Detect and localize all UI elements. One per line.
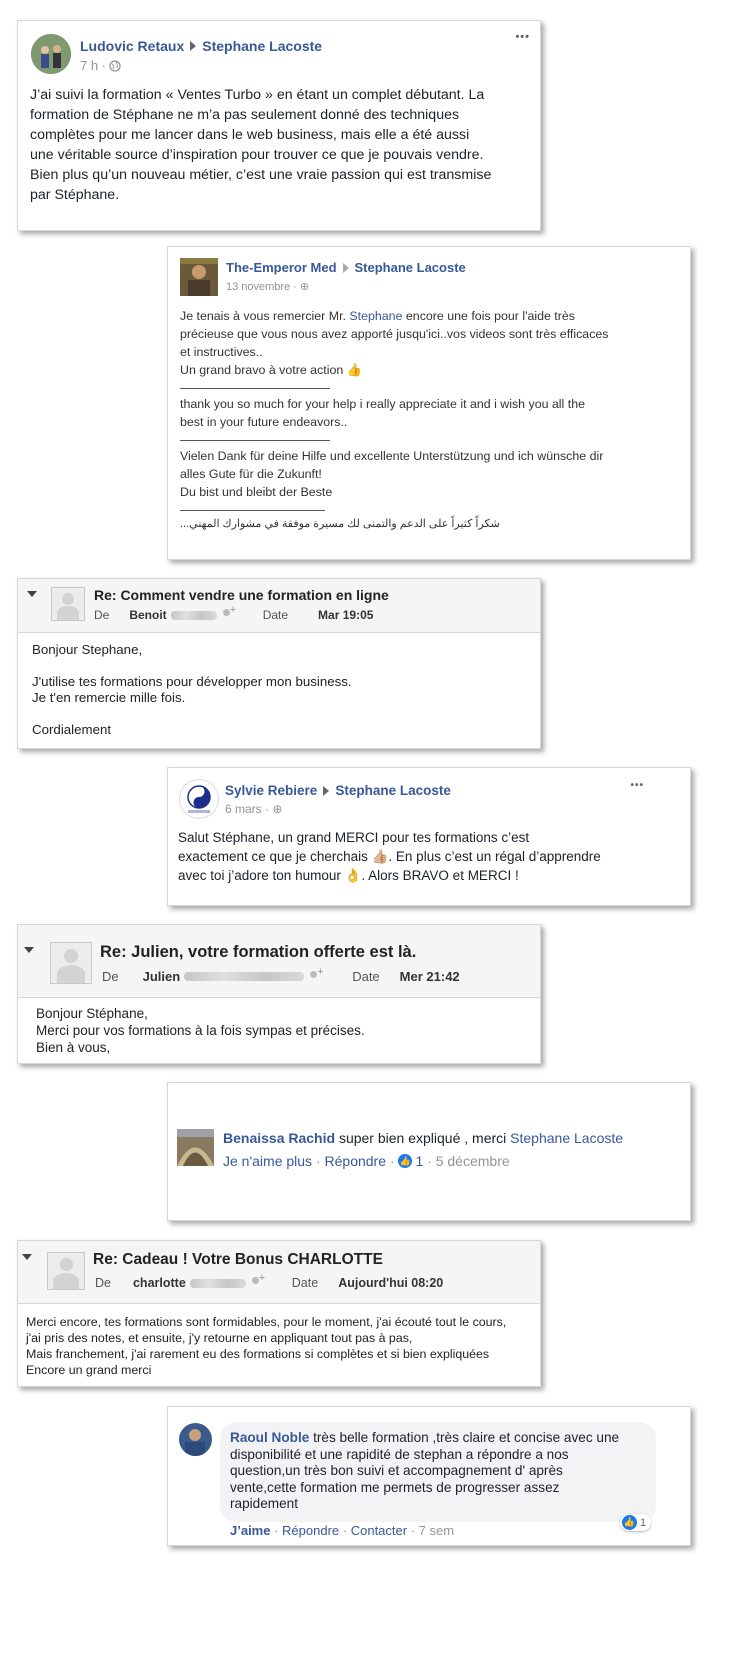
text-line: Bonjour Stephane, bbox=[32, 642, 143, 657]
text-line: Bonjour Stéphane, bbox=[36, 1006, 148, 1021]
author-name[interactable]: The-Emperor Med bbox=[226, 260, 337, 275]
avatar[interactable] bbox=[179, 1423, 212, 1456]
post-text bbox=[180, 307, 685, 533]
collapse-arrow-icon[interactable] bbox=[22, 1254, 32, 1260]
text-line: Cordialement bbox=[32, 722, 112, 737]
email-body bbox=[32, 642, 352, 738]
email-charlotte bbox=[17, 1240, 541, 1387]
email-subject: Re: Julien, votre formation offerte est là. bbox=[100, 943, 417, 961]
like-count: 1 bbox=[640, 1516, 647, 1529]
text-line: rapidement bbox=[230, 1496, 299, 1511]
text-line bbox=[32, 658, 352, 674]
email-header bbox=[18, 1241, 540, 1304]
author-name[interactable]: Raoul Noble bbox=[230, 1430, 310, 1445]
date-label: Date bbox=[291, 1276, 319, 1290]
email-date: Mer 21:42 bbox=[399, 969, 460, 984]
text-line: Mais franchement, j'ai rarement eu des formations si complètes et si bien expliquées bbox=[26, 1347, 490, 1361]
more-options-icon[interactable]: ••• bbox=[630, 780, 644, 791]
sender-name[interactable]: Julien bbox=[142, 969, 181, 984]
testimonial-post-ludovic bbox=[17, 20, 541, 231]
separator: · bbox=[407, 1523, 419, 1538]
globe-icon: ⊕ bbox=[300, 281, 310, 293]
text-line: par Stéphane. bbox=[30, 187, 120, 203]
text-line: vente,cette formation me permets de progresser assez bbox=[230, 1479, 560, 1495]
testimonial-comment-benaissa bbox=[167, 1082, 691, 1221]
comment-time[interactable]: 7 sem bbox=[418, 1523, 455, 1538]
text-line: Salut Stéphane, un grand MERCI pour tes formations c’est bbox=[178, 830, 530, 845]
redacted-email bbox=[184, 972, 304, 981]
contact-button[interactable]: Contacter bbox=[350, 1523, 408, 1538]
text-line: J'utilise tes formations pour développer mon business. bbox=[32, 674, 352, 689]
post-header bbox=[226, 260, 466, 275]
avatar[interactable] bbox=[31, 34, 71, 74]
text-line: exactement ce que je cherchais 👍🏼. En plus c’est un régal d’apprendre bbox=[178, 849, 601, 864]
post-text bbox=[178, 828, 601, 885]
globe-icon bbox=[109, 60, 121, 72]
target-name[interactable]: Stephane Lacoste bbox=[335, 783, 451, 798]
text-line: Merci encore, tes formations sont formidables, pour le moment, j'ai écouté tout le cours, bbox=[26, 1315, 507, 1329]
text-line: Je t'en remercie mille fois. bbox=[32, 690, 186, 705]
separator: · bbox=[270, 1523, 283, 1538]
unlike-button[interactable]: Je n'aime plus bbox=[223, 1153, 313, 1169]
post-meta bbox=[226, 280, 309, 293]
comment-text bbox=[230, 1430, 619, 1513]
add-contact-icon[interactable] bbox=[252, 1277, 266, 1289]
email-meta-row bbox=[95, 1276, 443, 1290]
email-date: Mar 19:05 bbox=[318, 608, 374, 622]
person-photo-icon bbox=[179, 1423, 212, 1456]
avatar[interactable] bbox=[177, 1129, 214, 1166]
collapse-arrow-icon[interactable] bbox=[24, 947, 34, 953]
email-subject: Re: Comment vendre une formation en ligne bbox=[94, 587, 389, 603]
email-meta-row bbox=[94, 608, 373, 622]
add-contact-icon[interactable] bbox=[310, 971, 324, 983]
text-line: Vielen Dank für deine Hilfe und excellente Unterstützung und ich wünsche dir bbox=[180, 449, 604, 463]
text-line-arabic: ...شكراً كثيراً على الدعم والتمنى لك مسيرة موفقة في مشوارك المهني bbox=[180, 518, 500, 530]
reply-button[interactable]: Répondre bbox=[324, 1153, 387, 1169]
from-label: De bbox=[94, 608, 110, 622]
testimonial-post-sylvie bbox=[167, 767, 691, 906]
like-count[interactable]: 1 bbox=[415, 1153, 424, 1169]
text-line bbox=[32, 706, 352, 722]
email-meta-row bbox=[102, 969, 460, 984]
arrow-right-icon bbox=[323, 786, 329, 796]
sender-avatar-placeholder bbox=[50, 942, 92, 984]
post-header bbox=[80, 38, 322, 54]
yin-yang-logo-icon bbox=[180, 780, 218, 818]
comment-body: super bien expliqué , merci bbox=[335, 1130, 511, 1146]
text-line: best in your future endeavors.. bbox=[180, 415, 348, 429]
person-photo-icon bbox=[180, 258, 218, 296]
more-options-icon[interactable]: ••• bbox=[515, 31, 530, 43]
arrow-right-icon bbox=[343, 263, 349, 273]
divider bbox=[180, 379, 330, 389]
text-line: complètes pour me lancer dans le web business, mais elle a été aussi bbox=[30, 127, 470, 143]
text-line: formation de Stéphane ne m’a pas seulement donné des techniques bbox=[30, 107, 460, 123]
divider bbox=[180, 431, 330, 441]
text-line: Un grand bravo à votre action 👍 bbox=[180, 363, 363, 377]
comment-text bbox=[223, 1130, 623, 1146]
post-time[interactable]: 13 novembre · bbox=[226, 281, 297, 293]
post-time[interactable]: 7 h · bbox=[80, 58, 107, 73]
text-line bbox=[180, 307, 685, 325]
separator: · bbox=[339, 1523, 351, 1538]
text-line: J’ai suivi la formation « Ventes Turbo » en étant un complet débutant. La bbox=[30, 87, 485, 103]
globe-icon: ⊕ bbox=[272, 802, 283, 816]
collapse-arrow-icon[interactable] bbox=[27, 591, 37, 597]
email-julien bbox=[17, 924, 541, 1064]
separator: · bbox=[423, 1153, 436, 1169]
text-segment: encore une fois pour l'aide très bbox=[402, 309, 575, 323]
sender-name[interactable]: Benoit bbox=[129, 608, 167, 622]
like-thumb-icon[interactable]: 👍 bbox=[399, 1156, 412, 1166]
separator: · bbox=[386, 1153, 399, 1169]
sender-avatar-placeholder bbox=[51, 587, 85, 621]
text-line: Bien à vous, bbox=[36, 1040, 111, 1055]
email-body bbox=[26, 1314, 506, 1378]
divider bbox=[180, 501, 325, 511]
target-name[interactable]: Stephane Lacoste bbox=[202, 38, 323, 54]
date-label: Date bbox=[352, 969, 380, 984]
post-meta bbox=[225, 802, 282, 816]
text-line: question,un très bon suivi et accompagnement d' après bbox=[230, 1463, 563, 1478]
sender-avatar-placeholder bbox=[47, 1252, 85, 1290]
sender-name[interactable]: charlotte bbox=[132, 1276, 186, 1290]
avatar[interactable] bbox=[180, 258, 218, 296]
text-line: avec toi j’adore ton humour 👌. Alors BRAVO et MERCI ! bbox=[178, 868, 519, 883]
redacted-email bbox=[190, 1279, 246, 1288]
people-photo-icon bbox=[31, 34, 71, 74]
comment-actions bbox=[223, 1153, 510, 1169]
text-line: Merci pour vos formations à la fois sympas et précises. bbox=[36, 1023, 365, 1038]
author-name[interactable]: Ludovic Retaux bbox=[80, 38, 185, 54]
email-date: Aujourd'hui 08:20 bbox=[338, 1276, 444, 1290]
like-thumb-icon: 👍 bbox=[622, 1515, 637, 1530]
comment-actions bbox=[230, 1523, 454, 1538]
reply-button[interactable]: Répondre bbox=[282, 1523, 340, 1538]
text-line: j'ai pris des notes, et ensuite, j'y retourne en appliquant tout pas à pas, bbox=[26, 1331, 413, 1345]
email-subject: Re: Cadeau ! Votre Bonus CHARLOTTE bbox=[93, 1251, 383, 1268]
text-line: Encore un grand merci bbox=[26, 1363, 152, 1377]
text-line bbox=[230, 1430, 619, 1447]
comment-date[interactable]: 5 décembre bbox=[435, 1153, 510, 1169]
mention-link[interactable]: Stephane Lacoste bbox=[510, 1130, 624, 1146]
post-time[interactable]: 6 mars · bbox=[225, 802, 270, 816]
author-name[interactable]: Sylvie Rebiere bbox=[225, 783, 318, 798]
reaction-count[interactable] bbox=[620, 1514, 651, 1531]
separator: · bbox=[312, 1153, 325, 1169]
mention-link[interactable]: Stephane bbox=[349, 309, 403, 323]
from-label: De bbox=[95, 1276, 111, 1290]
mosque-photo-icon bbox=[177, 1129, 214, 1166]
text-line: et instructives.. bbox=[180, 345, 263, 359]
text-line: alles Gute für die Zukunft! bbox=[180, 467, 322, 481]
text-line: Du bist und bleibt der Beste bbox=[180, 485, 333, 499]
email-benoit bbox=[17, 578, 541, 749]
email-header bbox=[18, 579, 540, 633]
text-segment: Je tenais à vous remercier Mr. bbox=[180, 309, 350, 323]
testimonial-comment-raoul bbox=[167, 1406, 691, 1546]
testimonial-post-emperor bbox=[167, 246, 691, 560]
email-body bbox=[36, 1005, 365, 1056]
text-line: une véritable source d’inspiration pour trouver ce que je pouvais vendre. bbox=[30, 147, 484, 163]
post-header bbox=[225, 783, 451, 798]
text-line: précieuse que vous nous avez apporté jusqu'ici..vos videos sont très efficaces bbox=[180, 327, 609, 341]
from-label: De bbox=[102, 969, 119, 984]
post-meta bbox=[80, 58, 121, 73]
author-name[interactable]: Benaissa Rachid bbox=[223, 1130, 336, 1146]
email-header bbox=[18, 925, 540, 998]
text-line: Bien plus qu’un nouveau métier, c’est une vraie passion qui est transmise bbox=[30, 167, 492, 183]
comment-body: très belle formation ,très claire et concise avec une bbox=[309, 1430, 620, 1445]
avatar[interactable] bbox=[179, 779, 219, 819]
post-text bbox=[30, 85, 536, 205]
redacted-email bbox=[171, 611, 217, 620]
text-line: disponibilité et une rapidité de stephan a répondre a nos bbox=[230, 1446, 569, 1462]
add-contact-icon[interactable] bbox=[223, 609, 237, 621]
target-name[interactable]: Stephane Lacoste bbox=[354, 260, 466, 275]
arrow-right-icon bbox=[190, 41, 196, 51]
date-label: Date bbox=[262, 608, 289, 622]
text-line: thank you so much for your help i really appreciate it and i wish you all the bbox=[180, 397, 585, 411]
like-button[interactable]: J’aime bbox=[230, 1523, 271, 1538]
